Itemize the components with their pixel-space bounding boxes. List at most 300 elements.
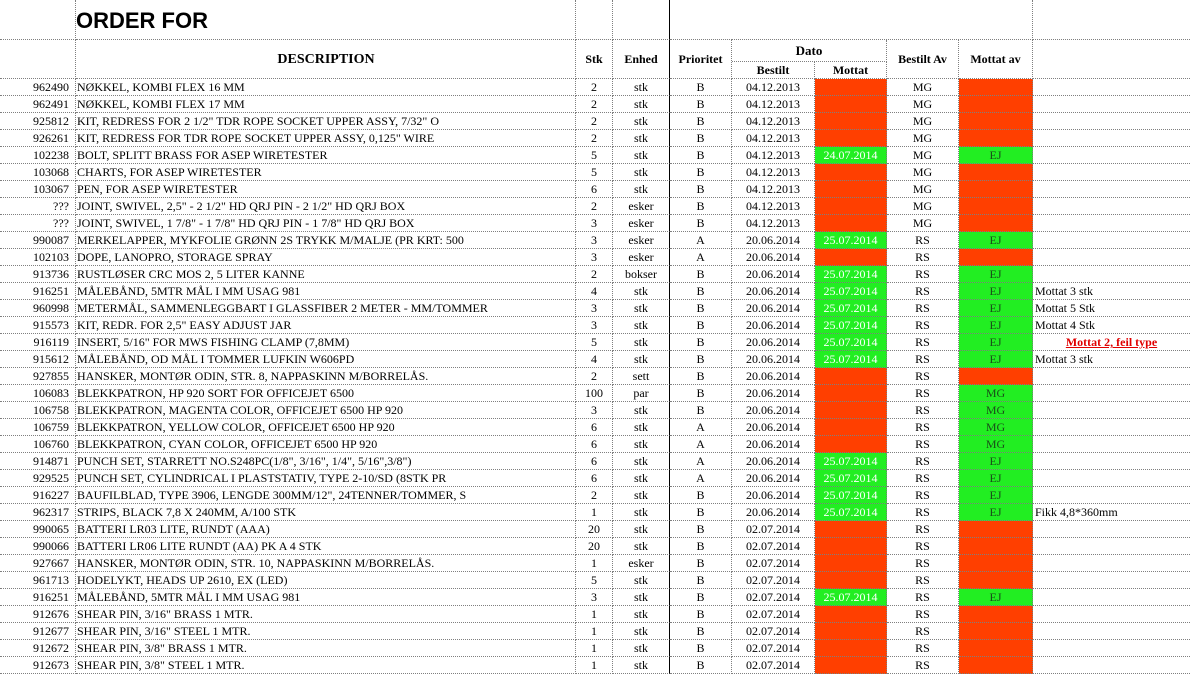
mottat-date-cell[interactable] xyxy=(815,538,887,555)
bestilt-av-cell[interactable]: MG xyxy=(887,79,959,96)
id-cell[interactable]: 926261 xyxy=(0,130,76,147)
description-cell[interactable]: PUNCH SET, CYLINDRICAL I PLASTSTATIV, TYPE 2-10/SD (8STK PR xyxy=(76,470,576,487)
enhed-cell[interactable]: stk xyxy=(613,470,670,487)
bestilt-av-cell[interactable]: RS xyxy=(887,368,959,385)
note-cell[interactable] xyxy=(1033,385,1190,402)
prioritet-cell[interactable]: B xyxy=(670,113,732,130)
mottat-date-cell[interactable]: 25.07.2014 xyxy=(815,317,887,334)
mottat-av-cell[interactable] xyxy=(959,96,1033,113)
mottat-av-cell[interactable]: EJ xyxy=(959,470,1033,487)
description-cell[interactable]: JOINT, SWIVEL, 2,5" - 2 1/2" HD QRJ PIN - 2 1/2" HD QRJ BOX xyxy=(76,198,576,215)
mottat-date-cell[interactable]: 25.07.2014 xyxy=(815,589,887,606)
note-cell[interactable] xyxy=(1033,436,1190,453)
enhed-cell[interactable]: bokser xyxy=(613,266,670,283)
prioritet-cell[interactable]: B xyxy=(670,147,732,164)
bestilt-av-cell[interactable]: RS xyxy=(887,657,959,674)
enhed-cell[interactable]: stk xyxy=(613,453,670,470)
stk-cell[interactable]: 2 xyxy=(576,368,613,385)
title-cell-empty[interactable] xyxy=(670,0,732,40)
stk-cell[interactable]: 1 xyxy=(576,504,613,521)
mottat-av-cell[interactable]: EJ xyxy=(959,334,1033,351)
prioritet-cell[interactable]: B xyxy=(670,385,732,402)
note-cell[interactable] xyxy=(1033,232,1190,249)
prioritet-cell[interactable]: A xyxy=(670,436,732,453)
mottat-date-cell[interactable] xyxy=(815,402,887,419)
enhed-cell[interactable]: stk xyxy=(613,113,670,130)
note-cell[interactable] xyxy=(1033,623,1190,640)
mottat-av-cell[interactable]: EJ xyxy=(959,317,1033,334)
mottat-date-cell[interactable] xyxy=(815,164,887,181)
prioritet-cell[interactable]: B xyxy=(670,402,732,419)
description-cell[interactable]: BAUFILBLAD, TYPE 3906, LENGDE 300MM/12", 24TENNER/TOMMER, S xyxy=(76,487,576,504)
header-stk[interactable]: Stk xyxy=(576,40,613,79)
description-cell[interactable]: MÅLEBÅND, 5MTR MÅL I MM USAG 981 xyxy=(76,283,576,300)
note-cell[interactable] xyxy=(1033,572,1190,589)
bestilt-date-cell[interactable]: 02.07.2014 xyxy=(732,538,815,555)
mottat-av-cell[interactable] xyxy=(959,606,1033,623)
enhed-cell[interactable]: stk xyxy=(613,589,670,606)
enhed-cell[interactable]: esker xyxy=(613,198,670,215)
enhed-cell[interactable]: esker xyxy=(613,555,670,572)
description-cell[interactable]: PUNCH SET, STARRETT NO.S248PC(1/8", 3/16", 1/4", 5/16",3/8") xyxy=(76,453,576,470)
stk-cell[interactable]: 3 xyxy=(576,215,613,232)
prioritet-cell[interactable]: B xyxy=(670,657,732,674)
bestilt-av-cell[interactable]: RS xyxy=(887,351,959,368)
mottat-av-cell[interactable] xyxy=(959,623,1033,640)
note-cell[interactable] xyxy=(1033,79,1190,96)
stk-cell[interactable]: 20 xyxy=(576,538,613,555)
bestilt-date-cell[interactable]: 02.07.2014 xyxy=(732,521,815,538)
note-cell[interactable] xyxy=(1033,113,1190,130)
description-cell[interactable]: MERKELAPPER, MYKFOLIE GRØNN 2S TRYKK M/MALJE (PR KRT: 500 xyxy=(76,232,576,249)
bestilt-av-cell[interactable]: MG xyxy=(887,113,959,130)
enhed-cell[interactable]: stk xyxy=(613,130,670,147)
prioritet-cell[interactable]: B xyxy=(670,334,732,351)
prioritet-cell[interactable]: B xyxy=(670,79,732,96)
header-mottat[interactable]: Mottat xyxy=(815,62,887,79)
mottat-av-cell[interactable] xyxy=(959,368,1033,385)
mottat-date-cell[interactable]: 25.07.2014 xyxy=(815,453,887,470)
bestilt-date-cell[interactable]: 04.12.2013 xyxy=(732,96,815,113)
mottat-date-cell[interactable] xyxy=(815,130,887,147)
description-cell[interactable]: NØKKEL, KOMBI FLEX 16 MM xyxy=(76,79,576,96)
stk-cell[interactable]: 100 xyxy=(576,385,613,402)
enhed-cell[interactable]: stk xyxy=(613,504,670,521)
enhed-cell[interactable]: stk xyxy=(613,521,670,538)
note-cell[interactable] xyxy=(1033,249,1190,266)
description-cell[interactable]: BATTERI LR03 LITE, RUNDT (AAA) xyxy=(76,521,576,538)
stk-cell[interactable]: 3 xyxy=(576,232,613,249)
enhed-cell[interactable]: esker xyxy=(613,249,670,266)
note-cell[interactable] xyxy=(1033,606,1190,623)
id-cell[interactable]: 916227 xyxy=(0,487,76,504)
mottat-date-cell[interactable]: 25.07.2014 xyxy=(815,487,887,504)
bestilt-av-cell[interactable]: RS xyxy=(887,249,959,266)
stk-cell[interactable]: 6 xyxy=(576,436,613,453)
stk-cell[interactable]: 1 xyxy=(576,555,613,572)
enhed-cell[interactable]: stk xyxy=(613,334,670,351)
note-cell[interactable]: Mottat 3 stk xyxy=(1033,283,1190,300)
description-cell[interactable]: BLEKKPATRON, CYAN COLOR, OFFICEJET 6500 HP 920 xyxy=(76,436,576,453)
id-cell[interactable]: 962490 xyxy=(0,79,76,96)
bestilt-date-cell[interactable]: 20.06.2014 xyxy=(732,283,815,300)
id-cell[interactable]: 106759 xyxy=(0,419,76,436)
prioritet-cell[interactable]: B xyxy=(670,368,732,385)
mottat-av-cell[interactable] xyxy=(959,181,1033,198)
id-cell[interactable]: 912676 xyxy=(0,606,76,623)
prioritet-cell[interactable]: B xyxy=(670,351,732,368)
bestilt-av-cell[interactable]: RS xyxy=(887,487,959,504)
prioritet-cell[interactable]: B xyxy=(670,317,732,334)
mottat-av-cell[interactable]: EJ xyxy=(959,147,1033,164)
bestilt-date-cell[interactable]: 20.06.2014 xyxy=(732,487,815,504)
bestilt-date-cell[interactable]: 20.06.2014 xyxy=(732,385,815,402)
bestilt-date-cell[interactable]: 04.12.2013 xyxy=(732,130,815,147)
bestilt-av-cell[interactable]: MG xyxy=(887,130,959,147)
description-cell[interactable]: HANSKER, MONTØR ODIN, STR. 8, NAPPASKINN M/BORRELÅS. xyxy=(76,368,576,385)
enhed-cell[interactable]: sett xyxy=(613,368,670,385)
note-cell[interactable] xyxy=(1033,555,1190,572)
mottat-av-cell[interactable]: EJ xyxy=(959,266,1033,283)
enhed-cell[interactable]: stk xyxy=(613,164,670,181)
id-cell[interactable]: 927667 xyxy=(0,555,76,572)
mottat-date-cell[interactable] xyxy=(815,215,887,232)
header-prioritet[interactable]: Prioritet xyxy=(670,40,732,79)
mottat-date-cell[interactable] xyxy=(815,572,887,589)
mottat-date-cell[interactable] xyxy=(815,385,887,402)
enhed-cell[interactable]: stk xyxy=(613,317,670,334)
stk-cell[interactable]: 3 xyxy=(576,300,613,317)
note-cell[interactable] xyxy=(1033,130,1190,147)
description-cell[interactable]: HANSKER, MONTØR ODIN, STR. 10, NAPPASKINN M/BORRELÅS. xyxy=(76,555,576,572)
mottat-av-cell[interactable] xyxy=(959,79,1033,96)
bestilt-date-cell[interactable]: 20.06.2014 xyxy=(732,368,815,385)
bestilt-date-cell[interactable]: 04.12.2013 xyxy=(732,198,815,215)
bestilt-date-cell[interactable]: 02.07.2014 xyxy=(732,657,815,674)
mottat-date-cell[interactable]: 25.07.2014 xyxy=(815,351,887,368)
title-cell-enhed[interactable] xyxy=(613,0,670,40)
bestilt-date-cell[interactable]: 20.06.2014 xyxy=(732,249,815,266)
bestilt-date-cell[interactable]: 20.06.2014 xyxy=(732,266,815,283)
mottat-date-cell[interactable] xyxy=(815,606,887,623)
id-cell[interactable]: 106083 xyxy=(0,385,76,402)
mottat-av-cell[interactable] xyxy=(959,198,1033,215)
note-cell[interactable]: Mottat 5 Stk xyxy=(1033,300,1190,317)
bestilt-date-cell[interactable]: 20.06.2014 xyxy=(732,453,815,470)
stk-cell[interactable]: 2 xyxy=(576,79,613,96)
description-cell[interactable]: MÅLEBÅND, OD MÅL I TOMMER LUFKIN W606PD xyxy=(76,351,576,368)
title-cell-extra[interactable] xyxy=(1033,0,1190,40)
bestilt-date-cell[interactable]: 04.12.2013 xyxy=(732,147,815,164)
note-cell[interactable] xyxy=(1033,164,1190,181)
prioritet-cell[interactable]: B xyxy=(670,606,732,623)
bestilt-date-cell[interactable]: 20.06.2014 xyxy=(732,402,815,419)
mottat-date-cell[interactable] xyxy=(815,368,887,385)
bestilt-av-cell[interactable]: MG xyxy=(887,164,959,181)
id-cell[interactable]: 916251 xyxy=(0,283,76,300)
bestilt-av-cell[interactable]: RS xyxy=(887,504,959,521)
id-cell[interactable]: 102103 xyxy=(0,249,76,266)
prioritet-cell[interactable]: B xyxy=(670,130,732,147)
id-cell[interactable]: 912677 xyxy=(0,623,76,640)
mottat-av-cell[interactable] xyxy=(959,521,1033,538)
mottat-av-cell[interactable]: MG xyxy=(959,436,1033,453)
description-cell[interactable]: KIT, REDR. FOR 2,5" EASY ADJUST JAR xyxy=(76,317,576,334)
enhed-cell[interactable]: stk xyxy=(613,657,670,674)
id-cell[interactable]: ??? xyxy=(0,198,76,215)
mottat-date-cell[interactable] xyxy=(815,181,887,198)
mottat-av-cell[interactable] xyxy=(959,572,1033,589)
bestilt-av-cell[interactable]: RS xyxy=(887,436,959,453)
id-cell[interactable]: 962491 xyxy=(0,96,76,113)
bestilt-date-cell[interactable]: 04.12.2013 xyxy=(732,215,815,232)
enhed-cell[interactable]: stk xyxy=(613,538,670,555)
note-cell[interactable]: Mottat 3 stk xyxy=(1033,351,1190,368)
prioritet-cell[interactable]: B xyxy=(670,521,732,538)
description-cell[interactable]: KIT, REDRESS FOR TDR ROPE SOCKET UPPER ASSY, 0,125" WIRE xyxy=(76,130,576,147)
enhed-cell[interactable]: stk xyxy=(613,487,670,504)
header-mottat-av[interactable]: Mottat av xyxy=(959,40,1033,79)
description-cell[interactable]: SHEAR PIN, 3/16" STEEL 1 MTR. xyxy=(76,623,576,640)
bestilt-av-cell[interactable]: RS xyxy=(887,402,959,419)
header-bestilt[interactable]: Bestilt xyxy=(732,62,815,79)
mottat-av-cell[interactable] xyxy=(959,113,1033,130)
enhed-cell[interactable]: stk xyxy=(613,181,670,198)
note-cell[interactable] xyxy=(1033,538,1190,555)
bestilt-date-cell[interactable]: 04.12.2013 xyxy=(732,113,815,130)
note-cell[interactable] xyxy=(1033,402,1190,419)
mottat-av-cell[interactable] xyxy=(959,130,1033,147)
note-cell[interactable]: Mottat 2, feil type xyxy=(1033,334,1190,351)
bestilt-av-cell[interactable]: RS xyxy=(887,521,959,538)
stk-cell[interactable]: 5 xyxy=(576,572,613,589)
enhed-cell[interactable]: stk xyxy=(613,351,670,368)
bestilt-av-cell[interactable]: RS xyxy=(887,589,959,606)
mottat-date-cell[interactable] xyxy=(815,623,887,640)
bestilt-date-cell[interactable]: 20.06.2014 xyxy=(732,419,815,436)
prioritet-cell[interactable]: B xyxy=(670,266,732,283)
id-cell[interactable]: 913736 xyxy=(0,266,76,283)
prioritet-cell[interactable]: B xyxy=(670,283,732,300)
bestilt-date-cell[interactable]: 20.06.2014 xyxy=(732,351,815,368)
prioritet-cell[interactable]: B xyxy=(670,623,732,640)
note-cell[interactable] xyxy=(1033,198,1190,215)
mottat-av-cell[interactable]: EJ xyxy=(959,351,1033,368)
note-cell[interactable]: Mottat 4 Stk xyxy=(1033,317,1190,334)
stk-cell[interactable]: 2 xyxy=(576,130,613,147)
note-cell[interactable] xyxy=(1033,470,1190,487)
mottat-date-cell[interactable]: 25.07.2014 xyxy=(815,283,887,300)
mottat-av-cell[interactable] xyxy=(959,538,1033,555)
header-description[interactable]: DESCRIPTION xyxy=(76,40,576,79)
description-cell[interactable]: STRIPS, BLACK 7,8 X 240MM, A/100 STK xyxy=(76,504,576,521)
stk-cell[interactable]: 5 xyxy=(576,164,613,181)
stk-cell[interactable]: 6 xyxy=(576,470,613,487)
id-cell[interactable]: 912673 xyxy=(0,657,76,674)
mottat-av-cell[interactable]: MG xyxy=(959,419,1033,436)
description-cell[interactable]: HODELYKT, HEADS UP 2610, EX (LED) xyxy=(76,572,576,589)
id-cell[interactable]: 916251 xyxy=(0,589,76,606)
note-cell[interactable] xyxy=(1033,368,1190,385)
prioritet-cell[interactable]: B xyxy=(670,538,732,555)
bestilt-av-cell[interactable]: RS xyxy=(887,334,959,351)
mottat-date-cell[interactable] xyxy=(815,521,887,538)
enhed-cell[interactable]: stk xyxy=(613,300,670,317)
bestilt-date-cell[interactable]: 20.06.2014 xyxy=(732,470,815,487)
stk-cell[interactable]: 6 xyxy=(576,419,613,436)
enhed-cell[interactable]: esker xyxy=(613,232,670,249)
mottat-av-cell[interactable] xyxy=(959,657,1033,674)
bestilt-av-cell[interactable]: RS xyxy=(887,470,959,487)
bestilt-av-cell[interactable]: RS xyxy=(887,283,959,300)
mottat-av-cell[interactable] xyxy=(959,215,1033,232)
prioritet-cell[interactable]: A xyxy=(670,249,732,266)
stk-cell[interactable]: 1 xyxy=(576,640,613,657)
mottat-date-cell[interactable] xyxy=(815,79,887,96)
stk-cell[interactable]: 2 xyxy=(576,487,613,504)
id-cell[interactable]: 914871 xyxy=(0,453,76,470)
bestilt-av-cell[interactable]: RS xyxy=(887,453,959,470)
prioritet-cell[interactable]: A xyxy=(670,470,732,487)
bestilt-date-cell[interactable]: 04.12.2013 xyxy=(732,181,815,198)
stk-cell[interactable]: 1 xyxy=(576,606,613,623)
description-cell[interactable]: SHEAR PIN, 3/8" STEEL 1 MTR. xyxy=(76,657,576,674)
id-cell[interactable]: 916119 xyxy=(0,334,76,351)
id-cell[interactable]: 102238 xyxy=(0,147,76,164)
bestilt-av-cell[interactable]: RS xyxy=(887,538,959,555)
note-cell[interactable] xyxy=(1033,419,1190,436)
stk-cell[interactable]: 5 xyxy=(576,334,613,351)
enhed-cell[interactable]: stk xyxy=(613,572,670,589)
stk-cell[interactable]: 4 xyxy=(576,351,613,368)
mottat-av-cell[interactable] xyxy=(959,555,1033,572)
prioritet-cell[interactable]: B xyxy=(670,504,732,521)
bestilt-av-cell[interactable]: RS xyxy=(887,385,959,402)
header-dato[interactable]: Dato xyxy=(732,40,887,62)
title-cell-wide[interactable] xyxy=(732,0,1033,40)
note-cell[interactable] xyxy=(1033,181,1190,198)
mottat-date-cell[interactable] xyxy=(815,113,887,130)
mottat-av-cell[interactable] xyxy=(959,164,1033,181)
enhed-cell[interactable]: par xyxy=(613,385,670,402)
mottat-date-cell[interactable]: 25.07.2014 xyxy=(815,470,887,487)
mottat-date-cell[interactable] xyxy=(815,436,887,453)
id-cell[interactable]: 106758 xyxy=(0,402,76,419)
id-cell[interactable]: 961713 xyxy=(0,572,76,589)
header-note[interactable] xyxy=(1033,40,1190,79)
stk-cell[interactable]: 1 xyxy=(576,623,613,640)
title-cell-a[interactable] xyxy=(0,0,76,40)
mottat-date-cell[interactable]: 25.07.2014 xyxy=(815,504,887,521)
stk-cell[interactable]: 3 xyxy=(576,402,613,419)
bestilt-av-cell[interactable]: RS xyxy=(887,606,959,623)
id-cell[interactable]: ??? xyxy=(0,215,76,232)
description-cell[interactable]: PEN, FOR ASEP WIRETESTER xyxy=(76,181,576,198)
prioritet-cell[interactable]: B xyxy=(670,300,732,317)
bestilt-date-cell[interactable]: 02.07.2014 xyxy=(732,640,815,657)
prioritet-cell[interactable]: A xyxy=(670,419,732,436)
id-cell[interactable]: 990087 xyxy=(0,232,76,249)
mottat-av-cell[interactable]: EJ xyxy=(959,232,1033,249)
header-enhed[interactable]: Enhed xyxy=(613,40,670,79)
enhed-cell[interactable]: stk xyxy=(613,96,670,113)
bestilt-av-cell[interactable]: RS xyxy=(887,572,959,589)
id-cell[interactable]: 106760 xyxy=(0,436,76,453)
mottat-date-cell[interactable]: 25.07.2014 xyxy=(815,334,887,351)
description-cell[interactable]: MÅLEBÅND, 5MTR MÅL I MM USAG 981 xyxy=(76,589,576,606)
bestilt-date-cell[interactable]: 20.06.2014 xyxy=(732,300,815,317)
description-cell[interactable]: BLEKKPATRON, YELLOW COLOR, OFFICEJET 6500 HP 920 xyxy=(76,419,576,436)
stk-cell[interactable]: 2 xyxy=(576,113,613,130)
mottat-date-cell[interactable] xyxy=(815,96,887,113)
mottat-date-cell[interactable] xyxy=(815,640,887,657)
prioritet-cell[interactable]: B xyxy=(670,589,732,606)
prioritet-cell[interactable]: B xyxy=(670,198,732,215)
bestilt-av-cell[interactable]: RS xyxy=(887,266,959,283)
description-cell[interactable]: CHARTS, FOR ASEP WIRETESTER xyxy=(76,164,576,181)
stk-cell[interactable]: 1 xyxy=(576,657,613,674)
prioritet-cell[interactable]: B xyxy=(670,215,732,232)
id-cell[interactable]: 925812 xyxy=(0,113,76,130)
prioritet-cell[interactable]: B xyxy=(670,181,732,198)
stk-cell[interactable]: 6 xyxy=(576,181,613,198)
bestilt-av-cell[interactable]: MG xyxy=(887,181,959,198)
stk-cell[interactable]: 2 xyxy=(576,266,613,283)
mottat-date-cell[interactable] xyxy=(815,198,887,215)
note-cell[interactable] xyxy=(1033,266,1190,283)
bestilt-av-cell[interactable]: MG xyxy=(887,96,959,113)
mottat-av-cell[interactable]: EJ xyxy=(959,487,1033,504)
prioritet-cell[interactable]: B xyxy=(670,555,732,572)
bestilt-date-cell[interactable]: 02.07.2014 xyxy=(732,606,815,623)
mottat-av-cell[interactable]: EJ xyxy=(959,453,1033,470)
mottat-date-cell[interactable]: 24.07.2014 xyxy=(815,147,887,164)
note-cell[interactable] xyxy=(1033,96,1190,113)
enhed-cell[interactable]: stk xyxy=(613,606,670,623)
note-cell[interactable]: Fikk 4,8*360mm xyxy=(1033,504,1190,521)
enhed-cell[interactable]: stk xyxy=(613,402,670,419)
description-cell[interactable]: BLEKKPATRON, MAGENTA COLOR, OFFICEJET 6500 HP 920 xyxy=(76,402,576,419)
bestilt-date-cell[interactable]: 20.06.2014 xyxy=(732,334,815,351)
description-cell[interactable]: BOLT, SPLITT BRASS FOR ASEP WIRETESTER xyxy=(76,147,576,164)
bestilt-date-cell[interactable]: 20.06.2014 xyxy=(732,232,815,249)
note-cell[interactable] xyxy=(1033,147,1190,164)
description-cell[interactable]: METERMÅL, SAMMENLEGGBART I GLASSFIBER 2 METER - MM/TOMMER xyxy=(76,300,576,317)
bestilt-av-cell[interactable]: RS xyxy=(887,640,959,657)
mottat-date-cell[interactable] xyxy=(815,249,887,266)
bestilt-av-cell[interactable]: RS xyxy=(887,419,959,436)
id-cell[interactable]: 915612 xyxy=(0,351,76,368)
enhed-cell[interactable]: stk xyxy=(613,79,670,96)
mottat-date-cell[interactable]: 25.07.2014 xyxy=(815,300,887,317)
note-cell[interactable] xyxy=(1033,657,1190,674)
bestilt-date-cell[interactable]: 02.07.2014 xyxy=(732,623,815,640)
enhed-cell[interactable]: stk xyxy=(613,436,670,453)
bestilt-av-cell[interactable]: RS xyxy=(887,317,959,334)
mottat-av-cell[interactable]: EJ xyxy=(959,504,1033,521)
prioritet-cell[interactable]: B xyxy=(670,572,732,589)
stk-cell[interactable]: 3 xyxy=(576,249,613,266)
id-cell[interactable]: 912672 xyxy=(0,640,76,657)
bestilt-date-cell[interactable]: 02.07.2014 xyxy=(732,555,815,572)
description-cell[interactable]: BATTERI LR06 LITE RUNDT (AA) PK A 4 STK xyxy=(76,538,576,555)
header-bestilt-av[interactable]: Bestilt Av xyxy=(887,40,959,79)
enhed-cell[interactable]: stk xyxy=(613,147,670,164)
stk-cell[interactable]: 5 xyxy=(576,147,613,164)
note-cell[interactable] xyxy=(1033,453,1190,470)
prioritet-cell[interactable]: B xyxy=(670,487,732,504)
bestilt-date-cell[interactable]: 20.06.2014 xyxy=(732,436,815,453)
